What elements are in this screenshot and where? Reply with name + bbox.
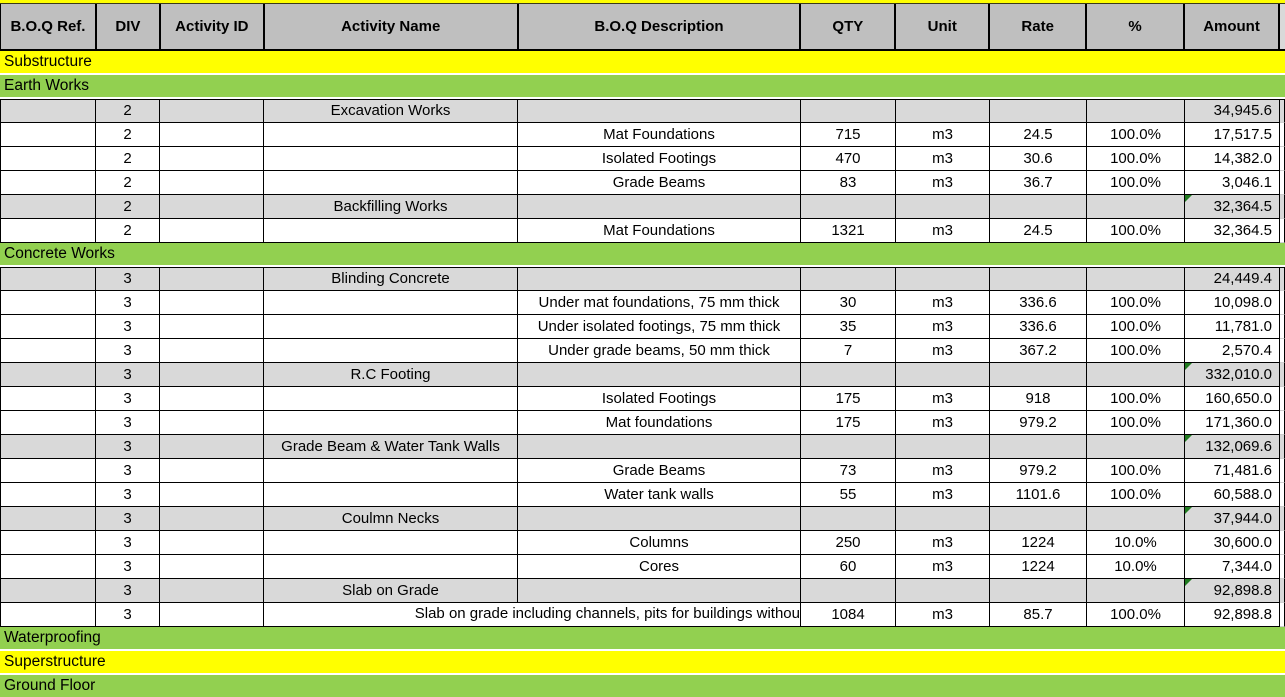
cell-description[interactable]: Grade Beams (518, 459, 801, 483)
cell-activity-name[interactable] (264, 123, 518, 147)
cell-description[interactable] (518, 195, 801, 219)
cell-activity-name[interactable] (264, 291, 518, 315)
cell-rate[interactable] (990, 507, 1087, 531)
spacer-cell (1280, 147, 1285, 171)
cell-qty[interactable]: 83 (801, 171, 896, 195)
cell-rate[interactable]: 36.7 (990, 171, 1087, 195)
cell-rate[interactable]: 336.6 (990, 291, 1087, 315)
cell-unit[interactable] (896, 507, 990, 531)
cell-pct[interactable]: 100.0% (1087, 411, 1185, 435)
header-row (0, 4, 1285, 51)
cell-activity-name[interactable] (264, 555, 518, 579)
cell-qty[interactable]: 250 (801, 531, 896, 555)
cell-boq-ref[interactable] (0, 459, 96, 483)
item-row (0, 531, 1285, 555)
cell-pct[interactable]: 10.0% (1087, 555, 1185, 579)
section-row[interactable] (0, 651, 1285, 675)
cell-boq-ref[interactable] (0, 291, 96, 315)
spacer-cell (1280, 195, 1285, 219)
cell-activity-id[interactable] (160, 363, 264, 387)
cell-unit[interactable] (896, 195, 990, 219)
cell-rate[interactable] (990, 363, 1087, 387)
item-row (0, 147, 1285, 171)
cell-div[interactable]: 3 (96, 435, 160, 459)
cell-boq-ref[interactable] (0, 339, 96, 363)
header-cell-amount[interactable]: Amount (1185, 4, 1280, 49)
cell-amount[interactable]: 10,098.0 (1185, 291, 1280, 315)
cell-boq-ref[interactable] (0, 99, 96, 123)
cell-div[interactable]: 2 (96, 171, 160, 195)
cell-qty[interactable] (801, 363, 896, 387)
cell-div[interactable]: 3 (96, 459, 160, 483)
section-row[interactable] (0, 75, 1285, 99)
cell-boq-ref[interactable] (0, 411, 96, 435)
cell-pct[interactable]: 10.0% (1087, 531, 1185, 555)
spacer-cell (1280, 603, 1285, 627)
error-flag-triangle-icon (1185, 579, 1192, 586)
cell-activity-id[interactable] (160, 483, 264, 507)
cell-unit[interactable]: m3 (896, 483, 990, 507)
cell-pct[interactable] (1087, 435, 1185, 459)
cell-pct[interactable]: 100.0% (1087, 147, 1185, 171)
cell-div[interactable]: 3 (96, 315, 160, 339)
error-flag-triangle-icon (1185, 507, 1192, 514)
cell-activity-name[interactable] (264, 387, 518, 411)
section-row[interactable] (0, 243, 1285, 267)
cell-activity-name[interactable]: Slab on Grade (264, 579, 518, 603)
cell-activity-name[interactable] (264, 147, 518, 171)
activity-row (0, 195, 1285, 219)
item-row (0, 291, 1285, 315)
cell-pct[interactable] (1087, 267, 1185, 291)
cell-activity-id[interactable] (160, 459, 264, 483)
cell-unit[interactable]: m3 (896, 291, 990, 315)
cell-boq-ref[interactable] (0, 603, 96, 627)
cell-qty[interactable] (801, 195, 896, 219)
cell-unit[interactable]: m3 (896, 219, 990, 243)
cell-qty[interactable]: 73 (801, 459, 896, 483)
table-body (0, 51, 1285, 697)
cell-pct[interactable]: 100.0% (1087, 339, 1185, 363)
item-row (0, 387, 1285, 411)
cell-description[interactable]: Slab on grade including channels, pits for buildings withou (264, 603, 801, 627)
spacer-cell (1280, 363, 1285, 387)
spacer-cell (1280, 579, 1285, 603)
cell-div[interactable]: 3 (96, 411, 160, 435)
cell-boq-ref[interactable] (0, 531, 96, 555)
cell-boq-ref[interactable] (0, 435, 96, 459)
cell-activity-id[interactable] (160, 267, 264, 291)
cell-activity-id[interactable] (160, 147, 264, 171)
header-cell-activity-name[interactable]: Activity Name (265, 4, 519, 49)
cell-activity-name[interactable] (264, 315, 518, 339)
cell-unit[interactable] (896, 267, 990, 291)
cell-rate[interactable]: 1224 (990, 555, 1087, 579)
cell-amount[interactable]: 7,344.0 (1185, 555, 1280, 579)
cell-activity-id[interactable] (160, 435, 264, 459)
cell-unit[interactable]: m3 (896, 411, 990, 435)
item-row (0, 603, 1285, 627)
section-row[interactable] (0, 51, 1285, 75)
cell-activity-id[interactable] (160, 219, 264, 243)
cell-pct[interactable]: 100.0% (1087, 483, 1185, 507)
cell-pct[interactable] (1087, 507, 1185, 531)
cell-qty[interactable] (801, 99, 896, 123)
cell-rate[interactable]: 30.6 (990, 147, 1087, 171)
cell-amount[interactable]: 332,010.0 (1185, 363, 1280, 387)
cell-unit[interactable]: m3 (896, 147, 990, 171)
cell-div[interactable]: 3 (96, 387, 160, 411)
cell-pct[interactable]: 100.0% (1087, 603, 1185, 627)
cell-activity-name[interactable] (264, 171, 518, 195)
cell-activity-name[interactable] (264, 219, 518, 243)
cell-rate[interactable]: 367.2 (990, 339, 1087, 363)
cell-activity-id[interactable] (160, 195, 264, 219)
cell-description[interactable] (518, 363, 801, 387)
header-cell-pct[interactable]: % (1087, 4, 1185, 49)
error-flag-triangle-icon (1185, 435, 1192, 442)
spacer-cell (1280, 483, 1285, 507)
cell-div[interactable]: 3 (96, 603, 160, 627)
cell-pct[interactable]: 100.0% (1087, 315, 1185, 339)
cell-qty[interactable]: 470 (801, 147, 896, 171)
cell-description[interactable]: Columns (518, 531, 801, 555)
cell-description[interactable]: Cores (518, 555, 801, 579)
cell-unit[interactable] (896, 435, 990, 459)
cell-rate[interactable]: 979.2 (990, 411, 1087, 435)
section-label: Waterproofing (4, 629, 101, 646)
section-label: Ground Floor (4, 677, 96, 694)
cell-amount[interactable]: 71,481.6 (1185, 459, 1280, 483)
activity-row (0, 363, 1285, 387)
spacer-cell (1280, 291, 1285, 315)
error-flag-triangle-icon (1185, 195, 1192, 202)
cell-div[interactable]: 3 (96, 531, 160, 555)
item-row (0, 483, 1285, 507)
cell-qty[interactable]: 715 (801, 123, 896, 147)
header-cell-qty[interactable]: QTY (801, 4, 896, 49)
cell-pct[interactable]: 100.0% (1087, 291, 1185, 315)
cell-description[interactable]: Mat Foundations (518, 219, 801, 243)
cell-rate[interactable] (990, 267, 1087, 291)
spacer-cell (1280, 507, 1285, 531)
cell-qty[interactable] (801, 435, 896, 459)
spacer-cell (1280, 315, 1285, 339)
cell-pct[interactable]: 100.0% (1087, 219, 1185, 243)
cell-description[interactable]: Isolated Footings (518, 387, 801, 411)
activity-row (0, 579, 1285, 603)
cell-div[interactable]: 3 (96, 291, 160, 315)
cell-div[interactable]: 3 (96, 267, 160, 291)
cell-amount[interactable]: 132,069.6 (1185, 435, 1280, 459)
cell-activity-id[interactable] (160, 387, 264, 411)
cell-activity-name[interactable]: Backfilling Works (264, 195, 518, 219)
cell-description[interactable] (518, 507, 801, 531)
cell-description[interactable]: Mat Foundations (518, 123, 801, 147)
cell-description[interactable]: Mat foundations (518, 411, 801, 435)
spacer-cell (1280, 339, 1285, 363)
cell-unit[interactable]: m3 (896, 171, 990, 195)
cell-amount[interactable]: 3,046.1 (1185, 171, 1280, 195)
cell-boq-ref[interactable] (0, 267, 96, 291)
cell-amount[interactable]: 14,382.0 (1185, 147, 1280, 171)
cell-pct[interactable] (1087, 99, 1185, 123)
cell-div[interactable]: 2 (96, 147, 160, 171)
cell-rate[interactable]: 85.7 (990, 603, 1087, 627)
cell-pct[interactable]: 100.0% (1087, 387, 1185, 411)
activity-row (0, 435, 1285, 459)
cell-unit[interactable]: m3 (896, 603, 990, 627)
cell-description[interactable]: Under isolated footings, 75 mm thick (518, 315, 801, 339)
cell-amount[interactable]: 34,945.6 (1185, 99, 1280, 123)
cell-amount[interactable]: 32,364.5 (1185, 219, 1280, 243)
header-cell-boq-ref[interactable]: B.O.Q Ref. (1, 4, 97, 49)
cell-activity-name[interactable]: Grade Beam & Water Tank Walls (264, 435, 518, 459)
cell-unit[interactable]: m3 (896, 555, 990, 579)
cell-description[interactable]: Water tank walls (518, 483, 801, 507)
spacer-cell (1280, 531, 1285, 555)
cell-amount[interactable]: 2,570.4 (1185, 339, 1280, 363)
cell-activity-id[interactable] (160, 171, 264, 195)
cell-activity-id[interactable] (160, 507, 264, 531)
cell-rate[interactable]: 24.5 (990, 219, 1087, 243)
cell-qty[interactable]: 1321 (801, 219, 896, 243)
cell-description[interactable] (518, 99, 801, 123)
cell-qty[interactable]: 35 (801, 315, 896, 339)
cell-pct[interactable]: 100.0% (1087, 123, 1185, 147)
activity-row (0, 99, 1285, 123)
spacer-cell (1280, 123, 1285, 147)
cell-rate[interactable] (990, 99, 1087, 123)
cell-unit[interactable] (896, 363, 990, 387)
spacer-cell (1280, 387, 1285, 411)
cell-qty[interactable]: 7 (801, 339, 896, 363)
cell-div[interactable]: 3 (96, 555, 160, 579)
cell-unit[interactable]: m3 (896, 339, 990, 363)
cell-boq-ref[interactable] (0, 123, 96, 147)
cell-pct[interactable]: 100.0% (1087, 171, 1185, 195)
cell-rate[interactable]: 918 (990, 387, 1087, 411)
item-row (0, 123, 1285, 147)
cell-rate[interactable]: 24.5 (990, 123, 1087, 147)
cell-amount[interactable]: 60,588.0 (1185, 483, 1280, 507)
cell-unit[interactable]: m3 (896, 531, 990, 555)
cell-activity-name[interactable]: Coulmn Necks (264, 507, 518, 531)
cell-div[interactable]: 2 (96, 195, 160, 219)
cell-amount[interactable]: 92,898.8 (1185, 579, 1280, 603)
cell-div[interactable]: 3 (96, 507, 160, 531)
cell-amount[interactable]: 24,449.4 (1185, 267, 1280, 291)
spacer-cell (1280, 99, 1285, 123)
cell-description[interactable]: Under mat foundations, 75 mm thick (518, 291, 801, 315)
header-cell-unit[interactable]: Unit (896, 4, 990, 49)
cell-activity-id[interactable] (160, 123, 264, 147)
cell-qty[interactable]: 175 (801, 387, 896, 411)
cell-boq-ref[interactable] (0, 147, 96, 171)
cell-activity-name[interactable] (264, 339, 518, 363)
cell-pct[interactable]: 100.0% (1087, 459, 1185, 483)
cell-boq-ref[interactable] (0, 483, 96, 507)
cell-div[interactable]: 2 (96, 123, 160, 147)
cell-rate[interactable]: 1224 (990, 531, 1087, 555)
error-flag-triangle-icon (1185, 363, 1192, 370)
header-spacer-cell (1280, 4, 1285, 49)
item-row (0, 555, 1285, 579)
section-label: Concrete Works (4, 245, 115, 262)
spacer-cell (1280, 411, 1285, 435)
spacer-cell (1280, 267, 1285, 291)
cell-pct[interactable] (1087, 579, 1185, 603)
cell-unit[interactable]: m3 (896, 315, 990, 339)
item-row (0, 315, 1285, 339)
cell-activity-id[interactable] (160, 531, 264, 555)
cell-description[interactable]: Isolated Footings (518, 147, 801, 171)
cell-div[interactable]: 3 (96, 339, 160, 363)
spacer-cell (1280, 555, 1285, 579)
cell-activity-name[interactable]: R.C Footing (264, 363, 518, 387)
section-label: Substructure (4, 53, 92, 70)
section-label: Superstructure (4, 653, 106, 670)
header-cell-div[interactable]: DIV (97, 4, 161, 49)
cell-qty[interactable]: 175 (801, 411, 896, 435)
item-row (0, 411, 1285, 435)
item-row (0, 219, 1285, 243)
spacer-cell (1280, 459, 1285, 483)
cell-pct[interactable] (1087, 363, 1185, 387)
cell-activity-id[interactable] (160, 339, 264, 363)
header-cell-description[interactable]: B.O.Q Description (519, 4, 802, 49)
header-cell-activity-id[interactable]: Activity ID (161, 4, 265, 49)
spacer-cell (1280, 219, 1285, 243)
cell-activity-id[interactable] (160, 291, 264, 315)
cell-amount[interactable]: 11,781.0 (1185, 315, 1280, 339)
cell-qty[interactable]: 30 (801, 291, 896, 315)
cell-boq-ref[interactable] (0, 555, 96, 579)
cell-unit[interactable]: m3 (896, 459, 990, 483)
cell-description[interactable]: Grade Beams (518, 171, 801, 195)
cell-qty[interactable]: 1084 (801, 603, 896, 627)
cell-description[interactable] (518, 435, 801, 459)
cell-boq-ref[interactable] (0, 387, 96, 411)
cell-qty[interactable]: 60 (801, 555, 896, 579)
cell-activity-name[interactable] (264, 483, 518, 507)
cell-activity-id[interactable] (160, 603, 264, 627)
cell-div[interactable]: 2 (96, 219, 160, 243)
cell-description[interactable]: Under grade beams, 50 mm thick (518, 339, 801, 363)
item-row (0, 459, 1285, 483)
cell-activity-name[interactable] (264, 531, 518, 555)
cell-activity-name[interactable]: Blinding Concrete (264, 267, 518, 291)
spacer-cell (1280, 435, 1285, 459)
item-row (0, 339, 1285, 363)
cell-rate[interactable]: 979.2 (990, 459, 1087, 483)
section-label: Earth Works (4, 77, 89, 94)
cell-unit[interactable]: m3 (896, 387, 990, 411)
cell-amount[interactable]: 17,517.5 (1185, 123, 1280, 147)
cell-boq-ref[interactable] (0, 315, 96, 339)
section-row[interactable] (0, 675, 1285, 697)
cell-amount[interactable]: 32,364.5 (1185, 195, 1280, 219)
cell-rate[interactable] (990, 435, 1087, 459)
cell-rate[interactable]: 336.6 (990, 315, 1087, 339)
cell-rate[interactable] (990, 579, 1087, 603)
cell-boq-ref[interactable] (0, 363, 96, 387)
cell-boq-ref[interactable] (0, 507, 96, 531)
cell-description[interactable] (518, 267, 801, 291)
cell-boq-ref[interactable] (0, 219, 96, 243)
cell-div[interactable]: 3 (96, 363, 160, 387)
cell-qty[interactable] (801, 579, 896, 603)
spacer-cell (1280, 171, 1285, 195)
cell-boq-ref[interactable] (0, 171, 96, 195)
cell-activity-name[interactable] (264, 459, 518, 483)
cell-activity-id[interactable] (160, 99, 264, 123)
cell-boq-ref[interactable] (0, 579, 96, 603)
item-row (0, 171, 1285, 195)
cell-qty[interactable]: 55 (801, 483, 896, 507)
cell-activity-id[interactable] (160, 315, 264, 339)
cell-activity-id[interactable] (160, 411, 264, 435)
cell-qty[interactable] (801, 267, 896, 291)
cell-qty[interactable] (801, 507, 896, 531)
cell-amount[interactable]: 92,898.8 (1185, 603, 1280, 627)
cell-activity-id[interactable] (160, 555, 264, 579)
activity-row (0, 507, 1285, 531)
cell-pct[interactable] (1087, 195, 1185, 219)
cell-description[interactable] (518, 579, 801, 603)
header-cell-rate[interactable]: Rate (990, 4, 1087, 49)
section-row[interactable] (0, 627, 1285, 651)
cell-rate[interactable] (990, 195, 1087, 219)
cell-div[interactable]: 3 (96, 483, 160, 507)
cell-unit[interactable]: m3 (896, 123, 990, 147)
cell-unit[interactable] (896, 579, 990, 603)
cell-activity-id[interactable] (160, 579, 264, 603)
cell-activity-name[interactable]: Excavation Works (264, 99, 518, 123)
activity-row (0, 267, 1285, 291)
cell-div[interactable]: 2 (96, 99, 160, 123)
cell-amount[interactable]: 30,600.0 (1185, 531, 1280, 555)
cell-boq-ref[interactable] (0, 195, 96, 219)
cell-amount[interactable]: 171,360.0 (1185, 411, 1280, 435)
cell-div[interactable]: 3 (96, 579, 160, 603)
cell-activity-name[interactable] (264, 411, 518, 435)
cell-amount[interactable]: 37,944.0 (1185, 507, 1280, 531)
cell-unit[interactable] (896, 99, 990, 123)
cell-rate[interactable]: 1101.6 (990, 483, 1087, 507)
cell-amount[interactable]: 160,650.0 (1185, 387, 1280, 411)
